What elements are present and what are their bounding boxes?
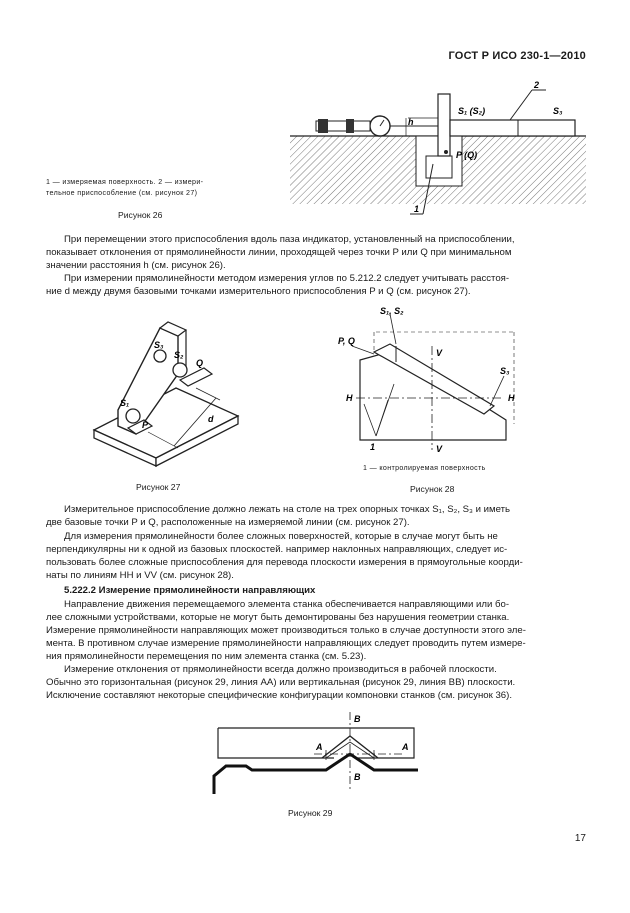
fig29-label-b-bottom: B (354, 772, 361, 782)
fig27-caption: Рисунок 27 (136, 482, 181, 492)
p4-line4: наты по линиям HH и VV (см. рисунок 28). (46, 570, 234, 581)
fig29-label-a-right: A (402, 742, 409, 752)
figure-26 (288, 74, 588, 224)
paragraph-4 (46, 530, 586, 582)
fig29-label-b-top: B (354, 714, 361, 724)
fig28-label-1: 1 (370, 442, 376, 452)
fig28-label-v-top: V (436, 348, 443, 358)
fig26-label-s1s2: S₁ (S₂) (458, 106, 486, 116)
p1-line3: значении расстояния h (см. рисунок 26). (46, 260, 226, 271)
p3-line1: Измерительное приспособление должно лежать на столе на трех опорных точках S₁, S₂, S₃ и иметь (64, 504, 511, 515)
fig26-legend-line2: тельное приспособление (см. рисунок 27) (46, 188, 198, 197)
section-heading: 5.222.2 Измерение прямолинейности направляющих (64, 585, 316, 596)
fig27-label-s1: S₁ (120, 398, 130, 408)
fig27-sphere-s1 (126, 409, 140, 423)
p5-line2: лее сложными устройствами, которые не могут быть демонтированы без нарушения геометрии станка. (46, 612, 510, 623)
p5-line3: Измерение прямолинейности направляющих может производиться только в случае доступности этого эле- (46, 625, 526, 636)
fig26-legend (46, 177, 276, 198)
paragraph-1 (46, 233, 586, 272)
figure-27 (88, 318, 248, 468)
p1-line1: При перемещении этого приспособления вдоль паза индикатор, установленный на приспособлении, (64, 234, 515, 245)
p3-line2: две базовые точки P и Q, расположенные на измеряемой линии (см. рисунок 27). (46, 517, 410, 528)
paragraph-5 (46, 598, 586, 663)
figure-28 (334, 304, 530, 462)
fig29-label-a-left: A (316, 742, 323, 752)
p5-line4: мента. В противном случае измерение прямолинейности направляющих следует проводить путем измере- (46, 638, 526, 649)
document-header: ГОСТ Р ИСО 230-1—2010 (448, 50, 586, 62)
fig26-label-pq: P (Q) (456, 150, 478, 160)
page-number: 17 (574, 833, 586, 844)
fig28-label-h-left: H (346, 393, 353, 403)
fig28-label-s3: S₃ (500, 366, 510, 376)
fig28-legend: 1 — контролируемая поверхность (363, 464, 486, 472)
fig26-legend-line1: 1 — измеряемая поверхность. 2 — измери- (46, 178, 204, 186)
fig28-label-s1s2: S₁, S₂ (380, 306, 404, 316)
fig26-label-s3: S₃ (553, 106, 563, 116)
paragraph-6 (46, 663, 586, 702)
fig26-label-2: 2 (534, 80, 540, 90)
paragraph-3 (46, 503, 586, 529)
fig27-label-d: d (208, 414, 214, 424)
p4-line1: Для измерения прямолинейности более сложных поверхностей, которые в случае могут быть не (64, 531, 498, 542)
fig27-sphere-s3 (154, 350, 166, 362)
figure-29 (206, 710, 426, 794)
fig26-label-1: 1 (414, 204, 420, 214)
p6-line2: Обычно это горизонтальная (рисунок 29, линия AA) или вертикальная (рисунок 29, линия BB) плоскости. (46, 677, 516, 688)
p5-line1: Направление движения перемещаемого элемента станка обеспечивается направляющими или бо- (64, 599, 510, 610)
p4-line2: перпендикулярны ни к одной из базовых плоскостей. например наклонных направляющих, следует ис- (46, 544, 508, 555)
p2-line2: ние d между двумя базовыми точками измерительного приспособления P и Q (см. рисунок 27). (46, 286, 471, 297)
fig26-caption: Рисунок 26 (118, 210, 163, 220)
fig27-label-s3: S₃ (154, 340, 164, 350)
p5-line5: ния прямолинейности перемещения по ним элемента станка (см. 5.23). (46, 651, 367, 662)
fig28-label-pq: P, Q (338, 336, 355, 346)
fig28-caption: Рисунок 28 (410, 484, 455, 494)
p2-line1: При измерении прямолинейности методом измерения углов по 5.212.2 следует учитывать расстоя- (64, 273, 510, 284)
fig27-label-s2: S₂ (174, 350, 184, 360)
p4-line3: пользовать более сложные приспособления для перевода плоскости измерения в прямоугольные коорди- (46, 557, 523, 568)
paragraph-2 (46, 272, 586, 298)
fig28-label-h-right: H (508, 393, 515, 403)
p6-line1: Измерение отклонения от прямолинейности всегда должно производиться в рабочей плоскости. (64, 664, 497, 675)
fig29-caption: Рисунок 29 (288, 808, 333, 818)
fig26-label-h: h (408, 117, 414, 127)
p1-line2: показывает отклонения от прямолинейности линии, проходящей через точки P или Q при минимальном (46, 247, 512, 258)
fig26-fixture (438, 94, 450, 156)
p6-line3: Исключение составляют некоторые специфические конфигурации компоновки станков (см. рисунок 36). (46, 690, 512, 701)
fig28-label-v-bottom: V (436, 444, 443, 454)
fig27-label-q: Q (196, 358, 204, 368)
fig27-sphere-s2 (173, 363, 187, 377)
fig27-label-p: P (142, 420, 149, 430)
